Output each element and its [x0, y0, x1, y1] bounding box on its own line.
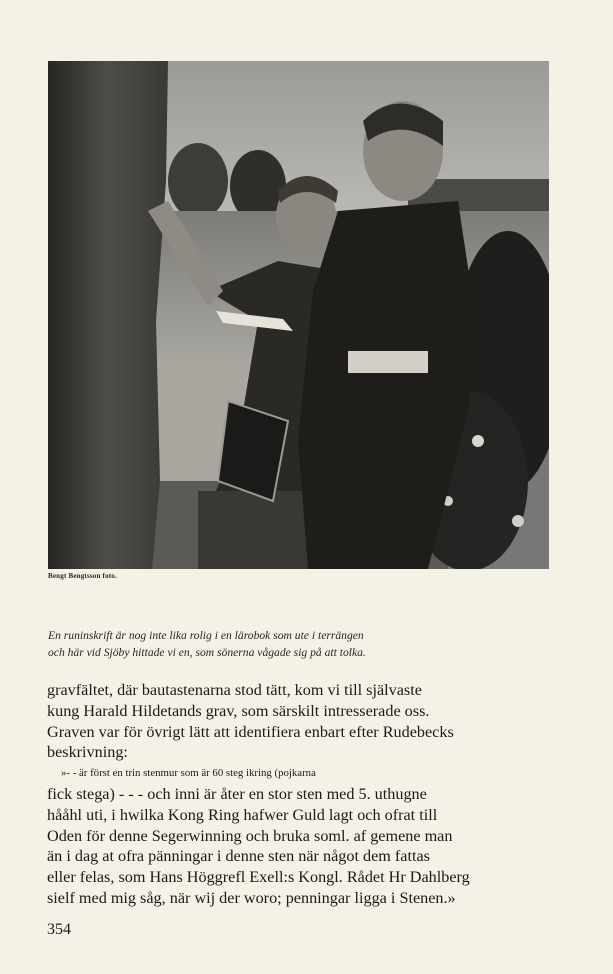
- text-line: »- - är först en trin stenmur som är 60 steg ikring (pojkarna: [61, 767, 316, 780]
- photo-caption: [48, 627, 498, 661]
- text-line: eller felas, som Hans Höggrefl Exell:s Kongl. Rådet Hr Dahlberg: [47, 868, 470, 887]
- text-line: hååhl uti, i hwilka Kong Ring hafwer Guld lagt och ofrat till: [47, 805, 438, 824]
- caption-line: En runinskrift är nog inte lika rolig i en lärobok som ute i terrängen: [48, 629, 364, 642]
- photograph: [48, 61, 549, 569]
- text-line: beskrivning:: [47, 743, 128, 762]
- text-line: kung Harald Hildetands grav, som särskilt intresserade oss.: [47, 701, 430, 720]
- text-line: Graven var för övrigt lätt att identifiera enbart efter Rudebecks: [47, 722, 454, 741]
- text-line: Oden för denne Segerwinning och bruka soml. af gemene man: [47, 826, 453, 845]
- body-paragraph: [47, 680, 547, 909]
- photo-boys-reading-runestone: [48, 61, 549, 569]
- photo-credit: Bengt Bengtsson foto.: [48, 572, 117, 580]
- text-line: än i dag at ofra pänningar i denne sten när något dem fattas: [47, 847, 430, 866]
- caption-line: och här vid Sjöby hittade vi en, som sönerna vågade sig på att tolka.: [48, 646, 366, 659]
- text-line: gravfältet, där bautastenarna stod tätt, kom vi till självaste: [47, 681, 422, 699]
- page-number: 354: [47, 921, 71, 938]
- text-line: fick stega) - - - och inni är åter en stor sten med 5. uthugne: [47, 784, 427, 803]
- text-line: sielf med mig såg, när wij der woro; penningar ligga i Stenen.»: [47, 888, 456, 907]
